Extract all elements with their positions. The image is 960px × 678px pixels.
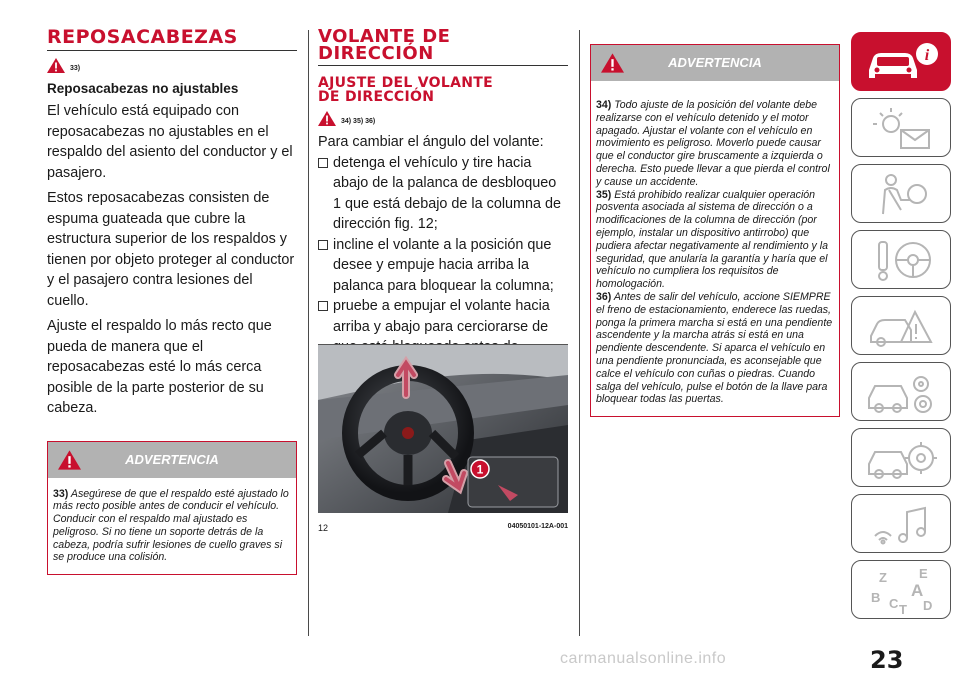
list-item: detenga el vehículo y tire hacia abajo de la palanca de desbloqueo 1 que está debajo de la columna de dirección fig. 12; [318,153,568,235]
tab-multimedia[interactable] [851,494,951,553]
body-paragraph: Ajuste el respaldo lo más recto que pueda de manera que el reposacabezas esté lo más cerca posible de la parte posterior de su cabeza. [47,318,272,416]
body-paragraph: El vehículo está equipado con reposacabezas no ajustables en el respaldo del asiento del conductor y el pasajero. [47,103,293,181]
emergency-icon [861,302,941,350]
column-divider [308,30,309,636]
svg-text:Z: Z [879,569,887,585]
dashboard-lights-icon [861,104,941,152]
svg-text:D: D [923,597,933,613]
svg-text:B: B [871,589,881,605]
tab-starting-driving[interactable] [851,230,951,289]
warning-triangle-icon [318,111,336,126]
tab-car-info[interactable] [851,32,951,91]
tab-index[interactable] [851,560,951,619]
svg-text:A: A [911,580,924,600]
warning-reference: 33) [47,57,297,73]
subsection-title: AJUSTE DEL VOLANTE DE DIRECCIÓN [318,75,493,105]
figure-12 [318,344,568,532]
tab-maintenance[interactable] [851,362,951,421]
warning-item: 35) Está prohibido realizar cualquier operación posventa asociada al sistema de dirección o a modificaciones de la columna de dirección (por ejemplo, instalar un dispositivo antirrobo) que pudiera afectar negativamente al rendimiento y la seguridad, que anularía la garantía y haría que el vehículo no cumpliera los requisitos de homologación. [596,188,829,291]
warning-box [47,441,297,576]
list-item: incline el volante a la posición que desee y empuje hacia arriba la palanca para bloquear la columna; [318,235,568,297]
svg-text:T: T [899,601,907,614]
warning-item: 36) Antes de salir del vehículo, accione SIEMPRE el freno de estacionamiento, enderece las ruedas, ponga la primera marcha si está en una pendiente ascendente y la marcha atrás si está en una pendiente descendente. Si aparca el vehículo en una pendiente pronunciada, es aconsejable que calce el vehículo con cuñas o piedras. Cuando salga del vehículo, pulse el botón de la llave para bloquear todas las puertas. [596,290,833,406]
starting-driving-icon [861,236,941,284]
watermark: carmanualsonline.info [560,650,727,667]
warning-header: ADVERTENCIA [591,45,839,81]
intro-paragraph: Para cambiar el ángulo del volante: [318,134,544,150]
safety-airbag-icon [861,170,941,218]
section-title: VOLANTE DE DIRECCIÓN [318,28,568,66]
body-paragraph: Estos reposacabezas consisten de espuma guateada que cubre la estructura superior de los respaldos y tienen por objeto proteger al conductor y el pasajero contra lesiones del cuello. [47,190,295,309]
warning-triangle-icon [47,58,65,73]
subsection-title: Reposacabezas no ajustables [47,81,239,96]
warning-item: 34) Todo ajuste de la posición del volante debe realizarse con el vehículo detenido y el motor apagado. Ajustar el volante con el vehículo en movimiento es peligroso. Moverlo puede causar que el conductor gire bruscamente a izquierda o derecha. Esto puede llevar a que pierda el control y cause un accidente. [596,99,830,188]
warning-text [591,81,839,416]
headrests-section [47,28,297,575]
warning-triangle-icon [601,53,624,73]
tab-emergency[interactable] [851,296,951,355]
chapter-tabs [851,32,951,626]
warning-text: 33) Asegúrese de que el respaldo esté ajustado lo más recto posible antes de conducir el vehículo. Conducir con el respaldo mal ajustado es peligroso. Si no tiene un soporte detrás de la cabeza, podría sufrir lesiones de cuello graves si se produce una colisión. [53,487,289,564]
warning-header: ADVERTENCIA [48,442,296,478]
multimedia-icon [861,500,941,548]
technical-data-icon [861,434,941,482]
figure-caption: 12 04050101-12A-001 [318,523,568,533]
list-item: pruebe a empujar el volante hacia arriba y abajo para cerciorarse de [318,296,568,378]
section-title: REPOSACABEZAS [47,28,297,51]
warning-triangle-icon [58,450,81,470]
svg-text:C: C [889,595,899,611]
bullet-box-icon [318,240,328,250]
svg-text:E: E [919,565,928,581]
warning-box [590,44,840,417]
svg-text:i: i [924,46,930,64]
bullet-box-icon [318,301,328,311]
bullet-box-icon [318,158,328,168]
maintenance-icon [861,368,941,416]
index-icon [861,566,941,614]
tab-safety[interactable] [851,164,951,223]
column-divider [579,30,580,636]
warning-reference: 34) 35) 36) [318,110,568,126]
steering-wheel-section [318,28,568,378]
tab-dashboard-lights[interactable] [851,98,951,157]
page-number: 23 [870,646,904,674]
tab-technical-data[interactable] [851,428,951,487]
steering-warnings [590,44,840,417]
figure-callout: 1 [476,462,484,477]
steering-wheel-photo [318,345,568,513]
car-info-icon [861,40,941,84]
